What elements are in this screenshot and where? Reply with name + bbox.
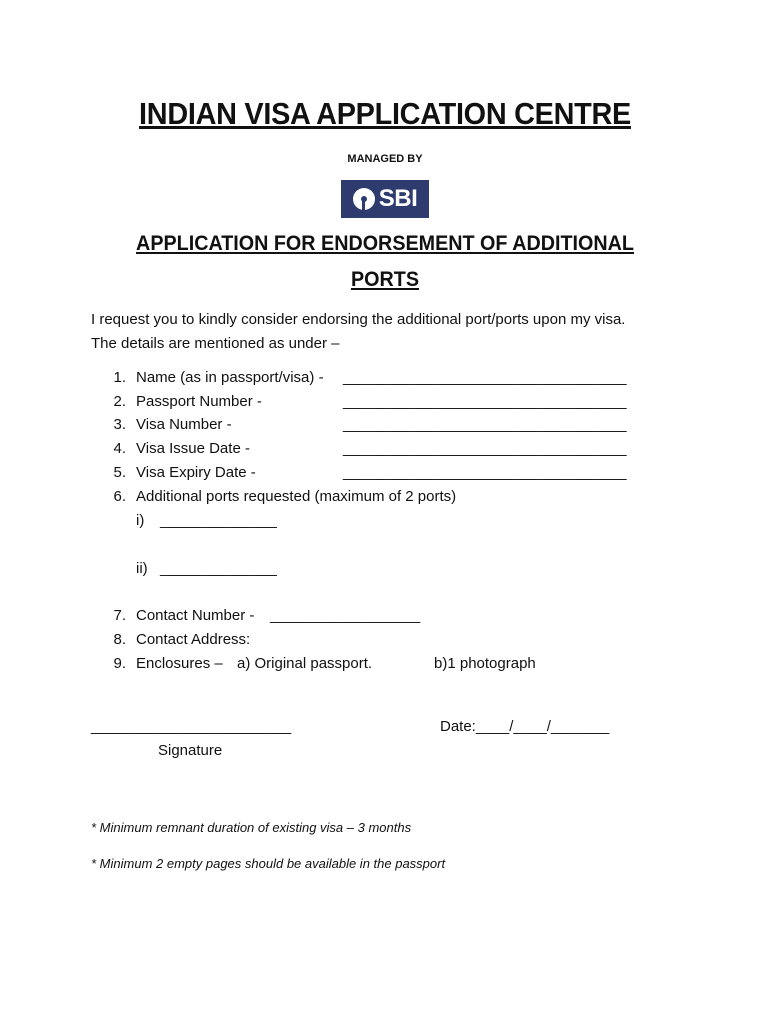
signature-label: Signature [158, 742, 223, 759]
page-title: INDIAN VISA APPLICATION CENTRE [139, 96, 631, 131]
item-number: 3. [113, 416, 126, 433]
item-number: 7. [113, 607, 126, 624]
intro-line1: I request you to kindly consider endorsing the additional port/ports upon my visa. [91, 311, 626, 328]
note-empty-pages: * Minimum 2 empty pages should be available in the passport [91, 856, 446, 871]
item-number: 9. [113, 655, 126, 672]
visa-expiry-date-field[interactable]: __________________________________ [343, 464, 627, 481]
visa-number-label: Visa Number - [136, 416, 232, 433]
enclosures-label: Enclosures – [136, 655, 223, 672]
note-visa-duration: * Minimum remnant duration of existing visa – 3 months [91, 820, 412, 835]
managed-by-label: MANAGED BY [347, 153, 423, 165]
intro-line2: The details are mentioned as under – [91, 335, 340, 352]
contact-number-field[interactable]: __________________ [270, 607, 421, 624]
item-number: 6. [113, 488, 126, 505]
visa-issue-date-label: Visa Issue Date - [136, 440, 250, 457]
enclosure-option-b: b)1 photograph [434, 655, 536, 672]
sbi-logo [341, 180, 429, 218]
passport-number-field[interactable]: __________________________________ [343, 393, 627, 410]
sbi-keyhole-icon [353, 188, 375, 210]
form-title-line1: APPLICATION FOR ENDORSEMENT OF ADDITIONAL [136, 232, 634, 255]
sbi-logo-text: SBI [378, 185, 418, 212]
signature-field[interactable]: ________________________ [91, 718, 292, 735]
port-1-field[interactable]: ______________ [160, 512, 277, 529]
additional-ports-label: Additional ports requested (maximum of 2 ports) [136, 488, 457, 505]
item-number: 4. [113, 440, 126, 457]
form-title-line2: PORTS [350, 268, 420, 291]
enclosure-option-a: a) Original passport. [237, 655, 373, 672]
name-field[interactable]: __________________________________ [343, 369, 627, 386]
visa-issue-date-field[interactable]: __________________________________ [343, 440, 627, 457]
item-number: 1. [113, 369, 126, 386]
port-number: i) [136, 512, 145, 529]
item-number: 5. [113, 464, 126, 481]
visa-expiry-date-label: Visa Expiry Date - [136, 464, 256, 481]
name-label: Name (as in passport/visa) - [136, 369, 324, 386]
visa-number-field[interactable]: __________________________________ [343, 416, 627, 433]
port-2-field[interactable]: ______________ [160, 560, 277, 577]
date-field[interactable]: Date:____/____/_______ [440, 718, 610, 735]
passport-number-label: Passport Number - [136, 393, 262, 410]
item-number: 2. [113, 393, 126, 410]
contact-number-label: Contact Number - [136, 607, 255, 624]
port-number: ii) [136, 560, 148, 577]
contact-address-label: Contact Address: [136, 631, 251, 648]
item-number: 8. [113, 631, 126, 648]
